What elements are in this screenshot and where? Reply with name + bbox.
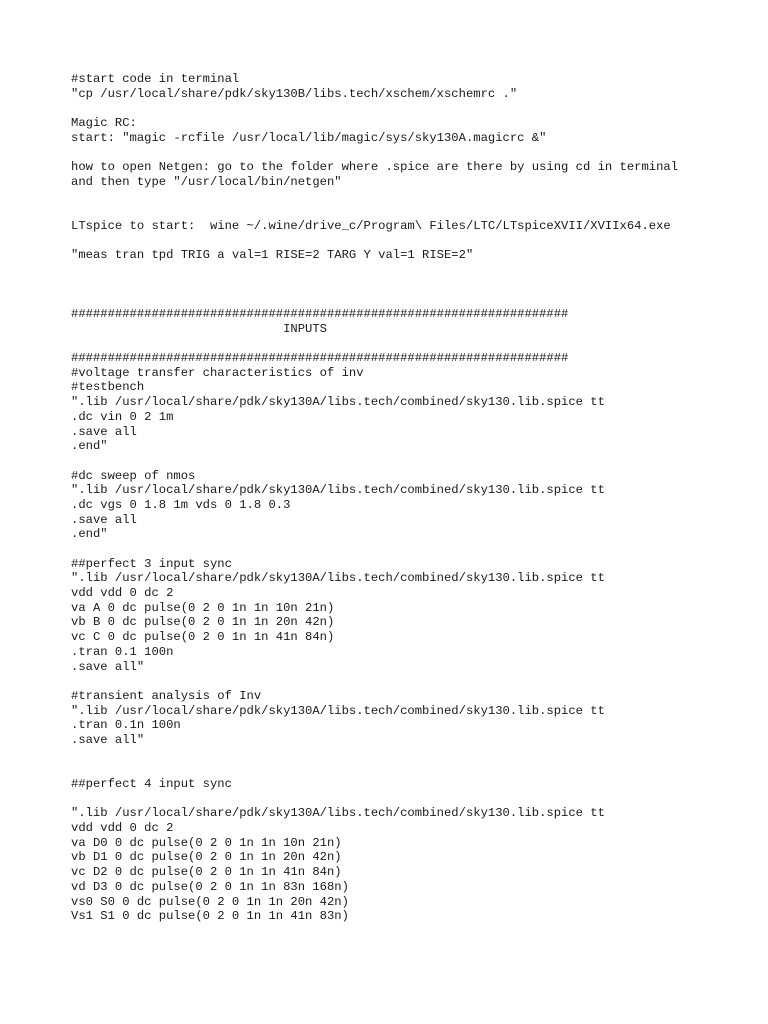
text-line: va A 0 dc pulse(0 2 0 1n 1n 10n 21n): [71, 600, 335, 615]
text-line: #dc sweep of nmos: [71, 468, 196, 483]
text-line: "meas tran tpd TRIG a val=1 RISE=2 TARG Y val=1 RISE=2": [71, 248, 474, 263]
text-line: INPUTS: [71, 321, 327, 336]
text-line: ##perfect 4 input sync: [71, 777, 232, 791]
text-line: ".lib /usr/local/share/pdk/sky130A/libs.tech/combined/sky130.lib.spice tt: [71, 806, 605, 821]
blank-line: [71, 748, 731, 763]
text-line: ####################################################################: [71, 307, 569, 321]
text-line: LTspice to start: wine ~/.wine/drive_c/Program\ Files/LTC/LTspiceXVII/XVIIx64.exe: [71, 218, 671, 233]
blank-line: [71, 204, 731, 219]
text-line: vc C 0 dc pulse(0 2 0 1n 1n 41n 84n): [71, 630, 335, 645]
text-line: #testbench: [71, 380, 145, 395]
text-line: vdd vdd 0 dc 2: [71, 821, 174, 836]
text-line: .save all: [71, 424, 137, 439]
text-line: vb D1 0 dc pulse(0 2 0 1n 1n 20n 42n): [71, 850, 342, 865]
text-line: vd D3 0 dc pulse(0 2 0 1n 1n 83n 168n): [71, 879, 349, 894]
blank-line: [71, 234, 731, 249]
text-line: vdd vdd 0 dc 2: [71, 586, 174, 601]
text-line: start: "magic -rcfile /usr/local/lib/magic/sys/sky130A.magicrc &": [71, 130, 547, 145]
blank-line: [71, 336, 731, 351]
text-line: #transient analysis of Inv: [71, 688, 262, 703]
text-line: .dc vgs 0 1.8 1m vds 0 1.8 0.3: [71, 497, 291, 512]
text-line: .save all": [71, 659, 145, 674]
blank-line: [71, 292, 731, 307]
blank-line: [71, 762, 731, 777]
blank-line: [71, 454, 731, 469]
text-line: ##perfect 3 input sync: [71, 556, 232, 571]
text-line: ".lib /usr/local/share/pdk/sky130A/libs.tech/combined/sky130.lib.spice tt: [71, 571, 605, 586]
blank-line: [71, 145, 731, 160]
text-line: ".lib /usr/local/share/pdk/sky130A/libs.tech/combined/sky130.lib.spice tt: [71, 703, 605, 718]
text-line: .dc vin 0 2 1m: [71, 409, 174, 424]
blank-line: [71, 792, 731, 807]
text-line: ####################################################################: [71, 351, 569, 366]
text-line: how to open Netgen: go to the folder where .spice are there by using cd in terminal: [71, 160, 679, 175]
text-line: .end": [71, 439, 108, 454]
text-line: Vs1 S1 0 dc pulse(0 2 0 1n 1n 41n 83n): [71, 909, 349, 924]
text-line: .end": [71, 527, 108, 542]
text-line: vs0 S0 0 dc pulse(0 2 0 1n 1n 20n 42n): [71, 894, 349, 909]
text-line: ".lib /usr/local/share/pdk/sky130A/libs.tech/combined/sky130.lib.spice tt: [71, 483, 605, 498]
blank-line: [71, 278, 731, 293]
blank-line: [71, 542, 731, 557]
blank-line: [71, 101, 731, 116]
text-line: #start code in terminal: [71, 72, 240, 86]
text-line: "cp /usr/local/share/pdk/sky130B/libs.tech/xschem/xschemrc .": [71, 86, 518, 101]
text-line: vb B 0 dc pulse(0 2 0 1n 1n 20n 42n): [71, 615, 335, 630]
document-body: [71, 72, 731, 924]
text-line: .save all: [71, 512, 137, 527]
text-line: .save all": [71, 732, 145, 747]
text-line: .tran 0.1n 100n: [71, 718, 181, 733]
text-line: .tran 0.1 100n: [71, 644, 174, 659]
text-line: and then type "/usr/local/bin/netgen": [71, 174, 342, 189]
text-line: ".lib /usr/local/share/pdk/sky130A/libs.tech/combined/sky130.lib.spice tt: [71, 395, 605, 410]
text-line: Magic RC:: [71, 116, 137, 131]
blank-line: [71, 190, 731, 205]
blank-line: [71, 263, 731, 278]
text-line: vc D2 0 dc pulse(0 2 0 1n 1n 41n 84n): [71, 865, 342, 880]
text-line: va D0 0 dc pulse(0 2 0 1n 1n 10n 21n): [71, 835, 342, 850]
blank-line: [71, 674, 731, 689]
text-line: #voltage transfer characteristics of inv: [71, 365, 364, 380]
